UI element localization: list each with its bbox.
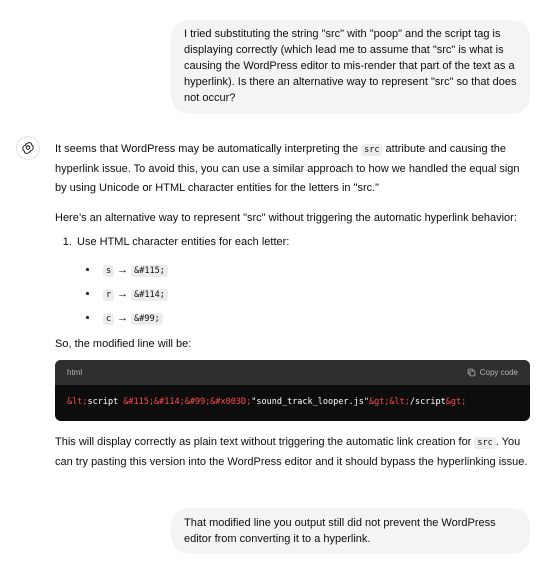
user-message-text: That modified line you output still did not prevent the WordPress editor from converting it to a hyperlink.	[184, 517, 496, 545]
paragraph-text: attribute and causing the hyperlink issue. To avoid this, you can use a similar approach to how we handled the equal sign by using Unicode or HTML character entities for the letters in "src."	[55, 143, 520, 194]
user-message-bubble	[171, 508, 530, 554]
openai-logo-icon	[21, 141, 35, 155]
paragraph-text: This will display correctly as plain text without triggering the automatic link creation for	[55, 436, 475, 448]
entity-item	[99, 258, 530, 282]
code-language-label: html	[67, 368, 83, 377]
inline-code: &#99;	[131, 313, 163, 325]
code-block-header	[55, 360, 530, 385]
inline-code: &#114;	[131, 289, 168, 301]
entity-item	[99, 282, 530, 306]
code-token: /script	[409, 397, 446, 407]
steps-list	[55, 233, 530, 330]
code-block	[55, 360, 530, 421]
code-token: script	[87, 397, 124, 407]
entity-list	[77, 258, 530, 330]
inline-code: &#115;	[131, 265, 168, 277]
inline-code: c	[103, 313, 114, 325]
code-token: &gt;	[445, 397, 467, 407]
copy-code-button[interactable]	[467, 363, 518, 382]
inline-code: s	[103, 265, 114, 277]
code-content	[55, 385, 530, 421]
assistant-paragraph	[55, 140, 530, 198]
paragraph-text: . You can try pasting this version into the WordPress editor and it should bypass the hyperlinking issue.	[55, 436, 528, 468]
paragraph-text: It seems that WordPress may be automatically interpreting the	[55, 143, 362, 155]
code-token: &#115;&#114;&#99;&#x003D;	[123, 397, 252, 407]
assistant-paragraph: Here’s an alternative way to represent "src" without triggering the automatic hyperlink behavior:	[55, 212, 517, 224]
arrow-text: →	[117, 264, 129, 276]
copy-code-label: Copy code	[479, 368, 518, 377]
inline-code: src	[361, 144, 382, 156]
copy-icon	[467, 368, 476, 377]
code-token: &gt;&lt;	[368, 397, 410, 407]
assistant-avatar	[16, 136, 40, 160]
inline-code: src	[474, 437, 495, 449]
inline-code: r	[103, 289, 114, 301]
assistant-paragraph	[55, 433, 530, 472]
user-message-bubble	[171, 20, 530, 114]
entity-item	[99, 306, 530, 330]
user-message-text: I tried substituting the string "src" with "poop" and the script tag is displaying correctly (which lead me to assume that "src" is what is causing the WordPress editor to mis-render that part of the text as a hyperlink). Is there an alternative way to represent "src" so that does not occur?	[184, 28, 517, 104]
assistant-paragraph: So, the modified line will be:	[55, 338, 192, 350]
assistant-message	[55, 140, 530, 472]
code-token: "sound_track_looper.js"	[251, 397, 369, 407]
arrow-text: →	[117, 312, 129, 324]
arrow-text: →	[117, 288, 129, 300]
code-token: &lt;	[67, 397, 88, 407]
list-item	[75, 233, 530, 330]
list-item-text: Use HTML character entities for each letter:	[77, 236, 290, 248]
